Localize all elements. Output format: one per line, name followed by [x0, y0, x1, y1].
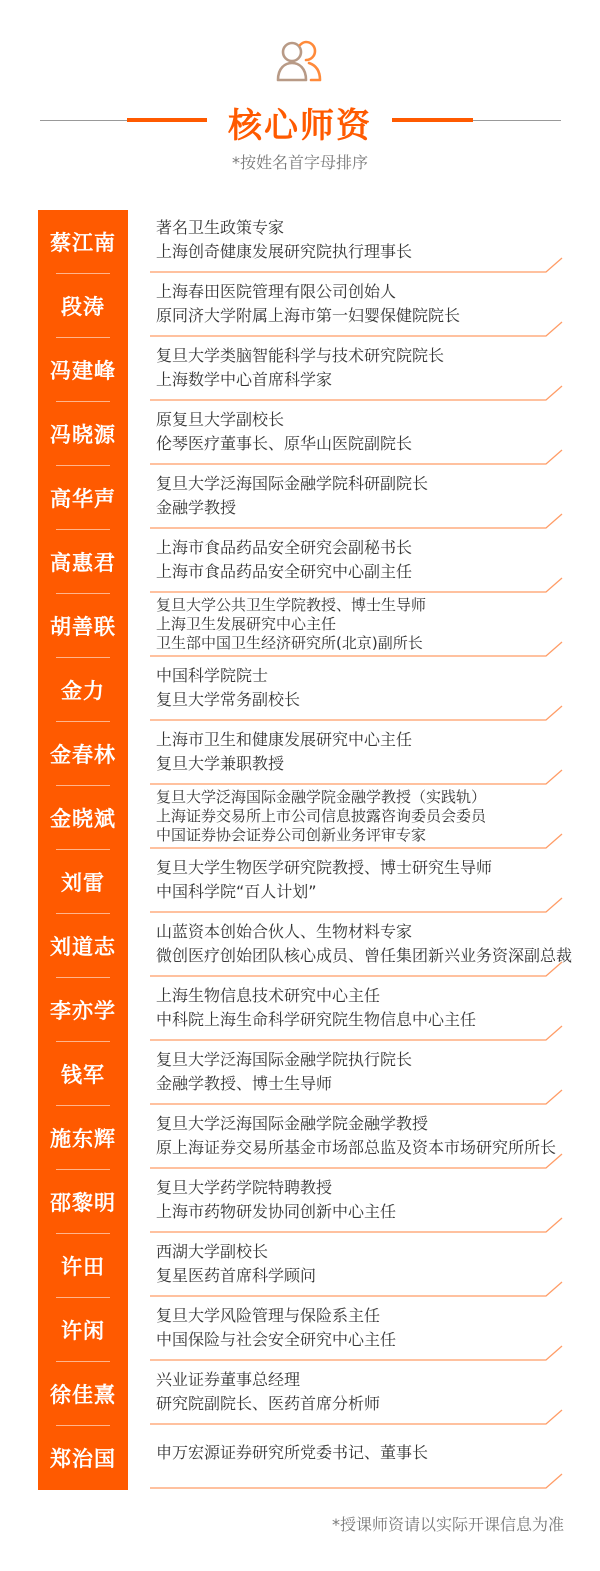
- faculty-name: 刘雷: [61, 871, 105, 895]
- faculty-name: 许田: [61, 1255, 105, 1279]
- faculty-title-line: 原上海证券交易所基金市场部总监及资本市场研究所所长: [156, 1138, 557, 1157]
- faculty-name: 郑治国: [50, 1447, 116, 1471]
- faculty-row: [38, 1042, 564, 1106]
- faculty-title-line: 复旦大学泛海国际金融学院金融学教授（实践轨）: [156, 787, 487, 806]
- faculty-titles: [156, 530, 566, 590]
- faculty-name: 刘道志: [50, 935, 116, 959]
- faculty-name: 高华声: [50, 487, 116, 511]
- faculty-row: [38, 850, 564, 914]
- faculty-name: 冯建峰: [50, 359, 116, 383]
- page-title: 核心师资: [228, 106, 372, 146]
- faculty-title-line: 上海创奇健康发展研究院执行理事长: [156, 242, 413, 261]
- page-subtitle: *按姓名首字母排序: [231, 153, 368, 172]
- faculty-title-line: 中国证券协会证券公司创新业务评审专家: [156, 825, 427, 844]
- faculty-name: 高惠君: [50, 551, 116, 575]
- faculty-titles: [156, 1106, 566, 1166]
- faculty-title-line: 上海证券交易所上市公司信息披露咨询委员会委员: [156, 806, 487, 825]
- faculty-row: [38, 1298, 564, 1362]
- faculty-titles: [156, 1298, 566, 1358]
- faculty-name: 施东辉: [50, 1127, 116, 1151]
- faculty-titles: [156, 722, 566, 782]
- faculty-title-line: 复星医药首席科学顾问: [156, 1266, 317, 1285]
- section-header: [0, 0, 600, 200]
- faculty-title-line: 微创医疗创始团队核心成员、曾任集团新兴业务资深副总裁: [156, 946, 573, 965]
- faculty-title-line: 上海数学中心首席科学家: [156, 370, 333, 389]
- faculty-title-line: 复旦大学风险管理与保险系主任: [156, 1306, 381, 1325]
- faculty-row: [38, 1234, 564, 1298]
- faculty-titles: [156, 658, 566, 718]
- faculty-row: [38, 914, 573, 978]
- faculty-row: [38, 786, 564, 850]
- faculty-titles: [156, 1426, 566, 1480]
- faculty-name: 段涛: [61, 295, 105, 319]
- faculty-title-line: 上海卫生发展研究中心主任: [156, 614, 337, 633]
- faculty-titles: [156, 594, 566, 654]
- faculty-titles: [156, 978, 566, 1038]
- faculty-title-line: 中科院上海生命科学研究院生物信息中心主任: [156, 1010, 477, 1029]
- faculty-title-line: 上海市食品药品安全研究会副秘书长: [156, 538, 413, 557]
- faculty-titles: [156, 914, 573, 974]
- faculty-name: 蔡江南: [50, 231, 116, 255]
- faculty-row: [38, 338, 564, 402]
- faculty-name: 邵黎明: [50, 1191, 116, 1215]
- faculty-row: [38, 466, 564, 530]
- faculty-row: [38, 658, 564, 722]
- footnote: *授课师资请以实际开课信息为准: [331, 1515, 564, 1534]
- faculty-title-line: 中国科学院院士: [156, 666, 269, 685]
- faculty-title-line: 原复旦大学副校长: [156, 410, 285, 429]
- faculty-title-line: 著名卫生政策专家: [156, 218, 285, 237]
- faculty-name: 金晓斌: [50, 807, 116, 831]
- faculty-row: [38, 402, 564, 466]
- faculty-row: [38, 722, 564, 786]
- faculty-title-line: 复旦大学药学院特聘教授: [156, 1178, 333, 1197]
- faculty-row: [38, 1426, 564, 1490]
- faculty-titles: [156, 1042, 566, 1102]
- faculty-title-line: 上海市药物研发协同创新中心主任: [156, 1202, 397, 1221]
- faculty-titles: [156, 466, 566, 526]
- faculty-titles: [156, 1234, 566, 1294]
- faculty-name: 李亦学: [50, 999, 116, 1023]
- faculty-title-line: 研究院副院长、医药首席分析师: [156, 1394, 381, 1413]
- faculty-title-line: 金融学教授: [156, 498, 237, 517]
- people-icon: [275, 38, 323, 84]
- faculty-title-line: 复旦大学泛海国际金融学院执行院长: [156, 1050, 413, 1069]
- title-divider-right: [473, 120, 561, 121]
- faculty-title-line: 兴业证券董事总经理: [156, 1370, 301, 1389]
- faculty-row: [38, 594, 564, 658]
- faculty-name: 金春林: [50, 743, 116, 767]
- title-accent-right: [392, 118, 473, 122]
- faculty-name: 徐佳熹: [50, 1383, 116, 1407]
- faculty-titles: [156, 402, 566, 462]
- faculty-title-line: 复旦大学生物医学研究院教授、博士研究生导师: [156, 858, 493, 877]
- faculty-row: [38, 1106, 564, 1170]
- faculty-title-line: 复旦大学泛海国际金融学院金融学教授: [156, 1114, 429, 1133]
- faculty-name: 钱军: [61, 1063, 105, 1087]
- faculty-title-line: 复旦大学类脑智能科学与技术研究院院长: [156, 346, 445, 365]
- faculty-name: 许闲: [61, 1319, 105, 1343]
- faculty-titles: [156, 1362, 566, 1422]
- faculty-title-line: 上海市食品药品安全研究中心副主任: [156, 562, 413, 581]
- faculty-title-line: 卫生部中国卫生经济研究所(北京)副所长: [156, 633, 423, 652]
- faculty-titles: [156, 850, 566, 910]
- faculty-name: 金力: [61, 679, 105, 703]
- faculty-row: [38, 530, 564, 594]
- faculty-name: 冯晓源: [50, 423, 116, 447]
- faculty-row: [38, 1170, 564, 1234]
- faculty-name: 胡善联: [50, 615, 116, 639]
- faculty-title-line: 复旦大学泛海国际金融学院科研副院长: [156, 474, 429, 493]
- faculty-title-line: 金融学教授、博士生导师: [156, 1074, 333, 1093]
- faculty-row: [38, 1362, 564, 1426]
- faculty-title-line: 原同济大学附属上海市第一妇婴保健院院长: [156, 306, 461, 325]
- faculty-row: [38, 210, 564, 274]
- faculty-title-line: 伦琴医疗董事长、原华山医院副院长: [156, 434, 413, 453]
- faculty-title-line: 上海生物信息技术研究中心主任: [156, 986, 381, 1005]
- faculty-title-line: 申万宏源证券研究所党委书记、董事长: [156, 1443, 429, 1462]
- faculty-title-line: 复旦大学常务副校长: [156, 690, 301, 709]
- faculty-titles: [156, 786, 566, 846]
- faculty-title-line: 上海春田医院管理有限公司创始人: [156, 282, 397, 301]
- faculty-row: [38, 978, 564, 1042]
- faculty-title-line: 山蓝资本创始合伙人、生物材料专家: [156, 922, 413, 941]
- faculty-titles: [156, 274, 566, 334]
- faculty-titles: [156, 338, 566, 398]
- faculty-row: [38, 274, 564, 338]
- faculty-titles: [156, 210, 566, 270]
- faculty-titles: [156, 1170, 566, 1230]
- faculty-title-line: 上海市卫生和健康发展研究中心主任: [156, 730, 413, 749]
- faculty-title-line: 复旦大学兼职教授: [156, 754, 285, 773]
- faculty-title-line: 中国科学院“百人计划”: [156, 882, 317, 901]
- faculty-title-line: 复旦大学公共卫生学院教授、博士生导师: [156, 595, 427, 614]
- faculty-title-line: 西湖大学副校长: [156, 1242, 269, 1261]
- faculty-title-line: 中国保险与社会安全研究中心主任: [156, 1330, 397, 1349]
